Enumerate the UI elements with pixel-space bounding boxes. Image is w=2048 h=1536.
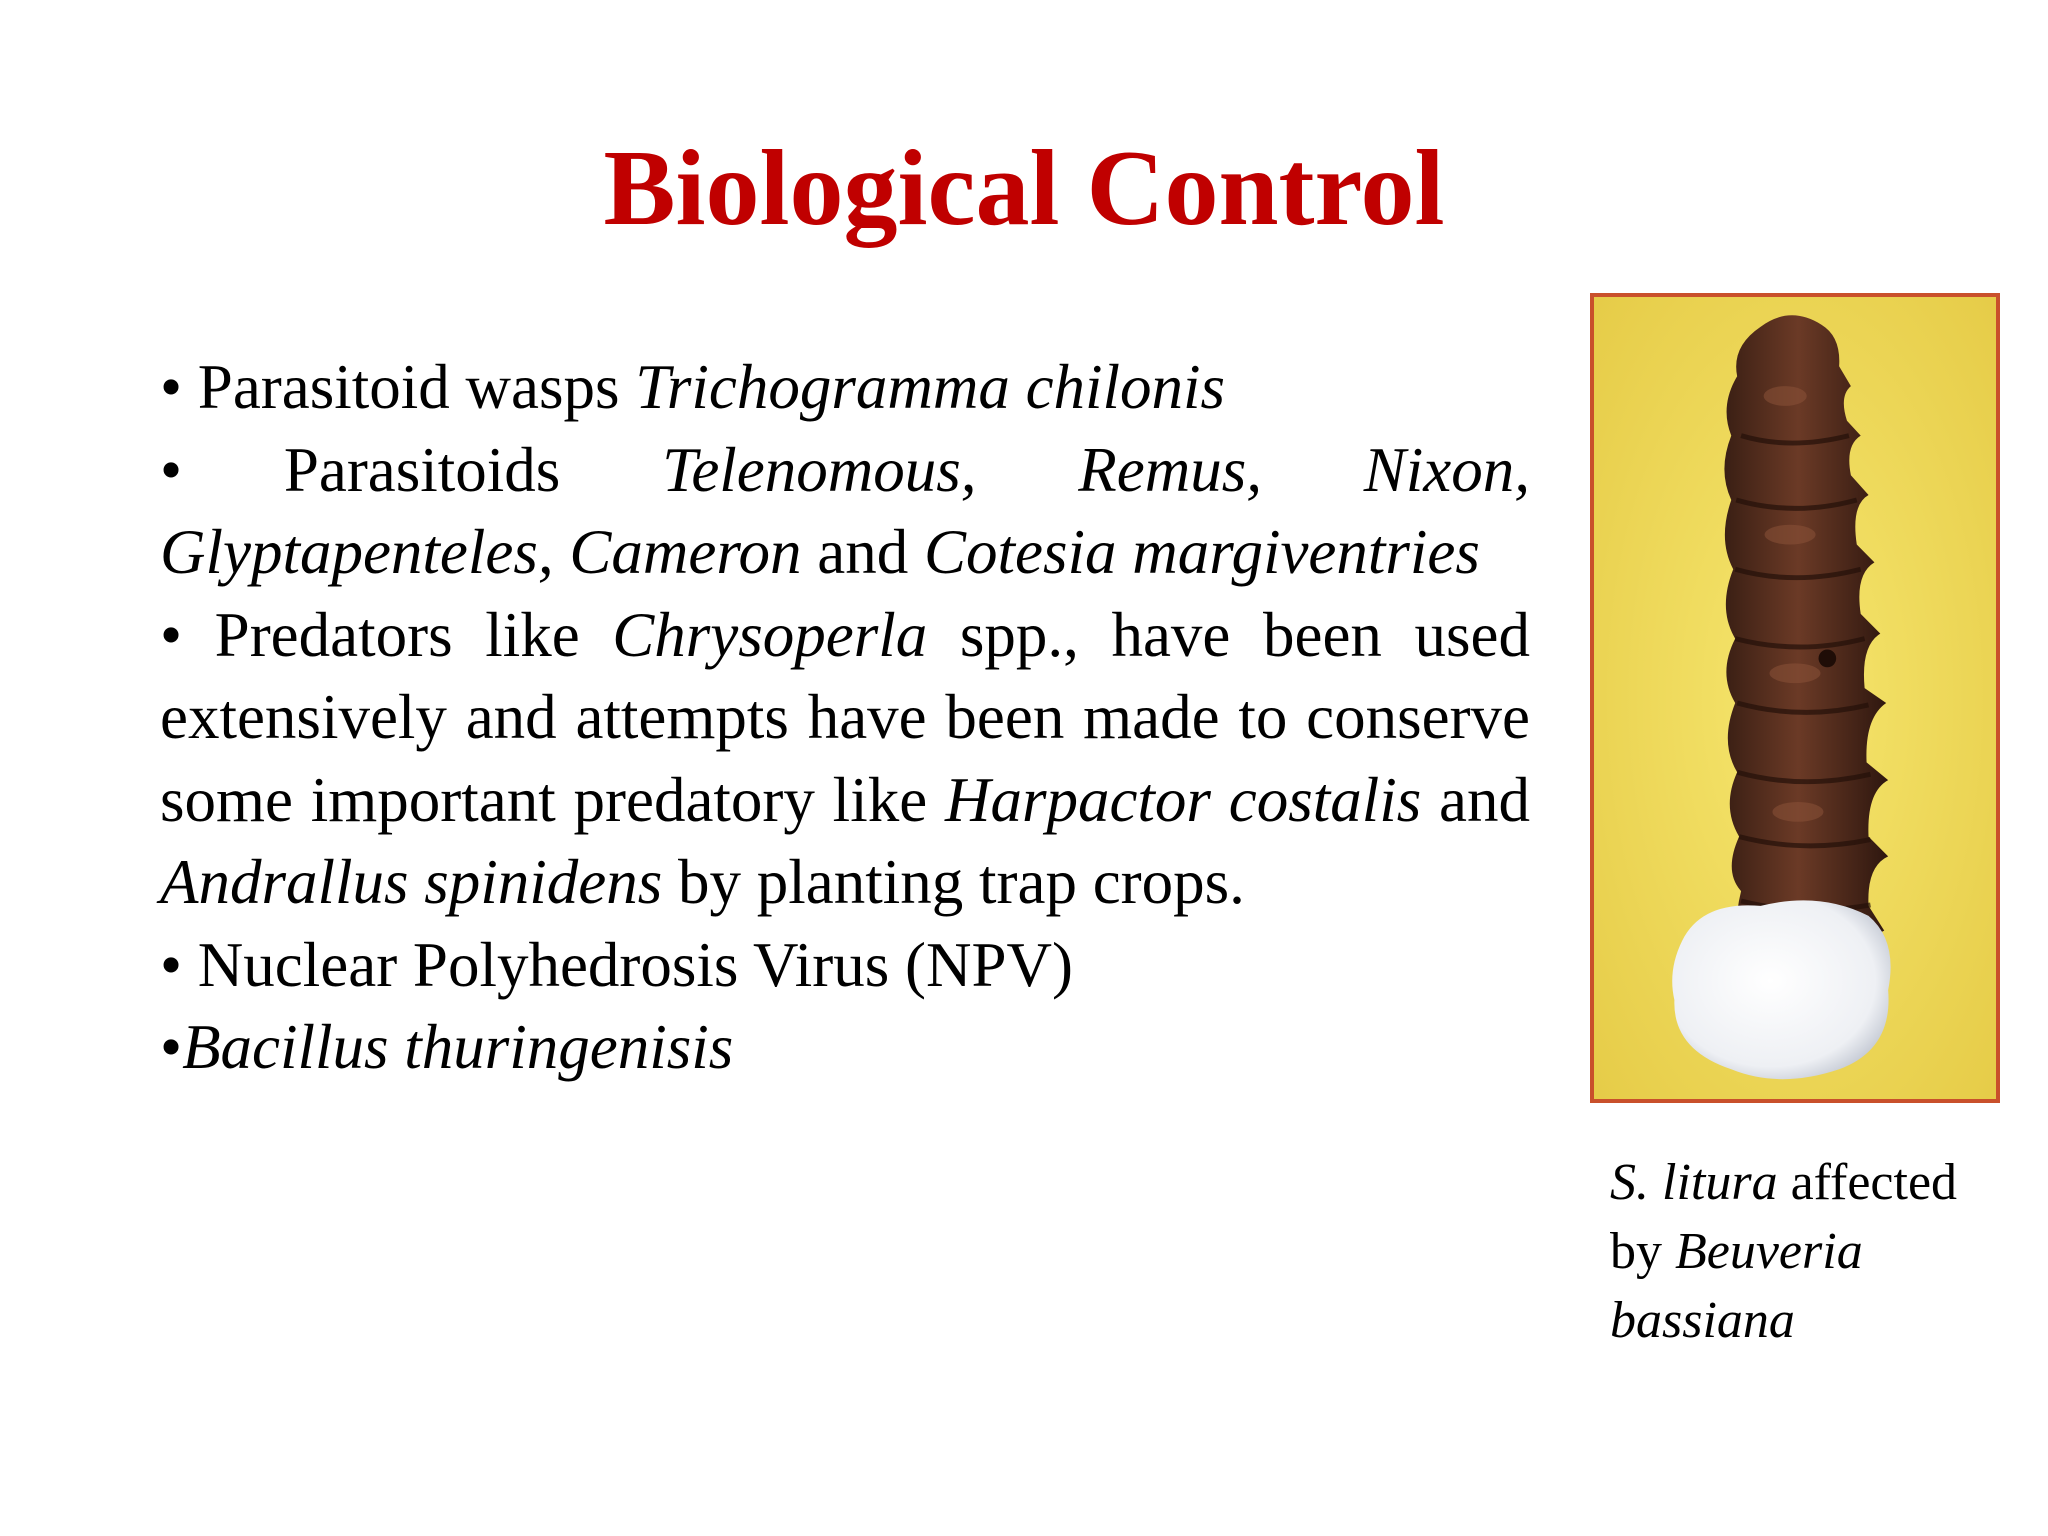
slide-title: Biological Control <box>603 129 1445 248</box>
species-name: Bacillus thuringenisis <box>182 1012 734 1082</box>
bullet-text: • Nuclear Polyhedrosis Virus (NPV) <box>160 929 1074 1000</box>
bullet-text: and <box>801 517 925 587</box>
caterpillar-photo <box>1590 293 2000 1103</box>
bullet-item-predators <box>160 594 1530 924</box>
species-name: S. litura <box>1610 1154 1778 1211</box>
bullet-text: by planting trap crops. <box>662 847 1245 917</box>
bullet-item-bacillus <box>160 1006 1530 1089</box>
species-names: Telenomous, Remus, Nixon, Glyptapenteles, Cameron <box>160 434 1530 587</box>
bullet-item-parasitoids <box>160 429 1530 594</box>
bullet-list <box>160 346 1530 1089</box>
bullet-text: spp., have been used extensively and attempts have been made to conserve some important predatory like <box>160 599 1530 835</box>
bullet-text: and <box>1421 764 1530 835</box>
species-name: Cotesia margiventries <box>924 517 1480 587</box>
species-name: Trichogramma chilonis <box>635 352 1226 422</box>
species-name: Beuveria bassiana <box>1610 1223 1863 1349</box>
diseased-caterpillar-photo-icon <box>1594 297 1996 1099</box>
bullet-text: • Parasitoid wasps <box>160 352 636 422</box>
species-name: Andrallus spinidens <box>160 847 663 917</box>
bullet-text: • Parasitoids <box>160 434 663 505</box>
species-name: Chrysoperla <box>612 599 928 670</box>
bullet-item-npv <box>160 924 1530 1007</box>
species-name: Harpactor costalis <box>944 764 1422 835</box>
bullet-text: • <box>160 1012 183 1082</box>
caption-text: affected by <box>1610 1154 1958 1280</box>
bullet-text: • Predators like <box>160 599 613 670</box>
photo-caption <box>1610 1148 2010 1355</box>
bullet-item-parasitoid-wasps <box>160 346 1530 429</box>
